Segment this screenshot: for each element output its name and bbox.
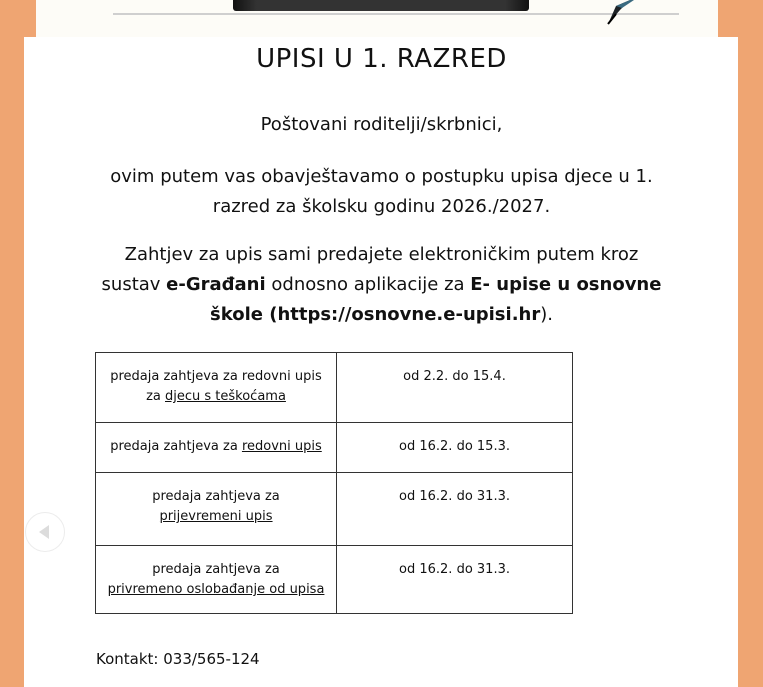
divider xyxy=(113,13,679,15)
apply-line-1: Zahtjev za upis sami predajete elektroničkim putem kroz xyxy=(124,244,639,265)
intro-line-1: ovim putem vas obavještavamo o postupku upisa djece u 1. xyxy=(110,166,653,187)
table-row xyxy=(96,423,573,473)
text: sustav xyxy=(101,274,167,295)
label-underlined: privremeno oslobađanje od upisa xyxy=(107,582,325,597)
chevron-left-icon xyxy=(39,525,49,539)
label-underlined: redovni upis xyxy=(241,439,322,454)
label-text: predaja zahtjeva za xyxy=(152,489,280,504)
intro-line-2: razred za školsku godinu 2026./2027. xyxy=(212,196,551,217)
contact-phone: Kontakt: 033/565-124 xyxy=(96,650,260,668)
deadline-label xyxy=(96,353,337,423)
label-text: predaja zahtjeva za xyxy=(152,562,280,577)
apply-line-2 xyxy=(0,270,763,300)
deadline-label xyxy=(96,546,337,614)
deadline-label xyxy=(96,423,337,473)
pen-icon xyxy=(604,0,640,26)
text: odnosno aplikacije za xyxy=(265,274,471,295)
label-text: za xyxy=(146,389,165,404)
intro-paragraph xyxy=(0,162,763,222)
table-row xyxy=(96,353,573,423)
deadline-dates: od 16.2. do 31.3. xyxy=(337,473,573,546)
page-title: UPISI U 1. RAZRED xyxy=(256,44,507,74)
previous-slide-button[interactable] xyxy=(25,512,65,552)
label-underlined: prijevremeni upis xyxy=(159,509,273,524)
label-text: predaja zahtjeva za redovni upis xyxy=(110,369,322,384)
deadline-dates: od 16.2. do 15.3. xyxy=(337,423,573,473)
application-paragraph xyxy=(0,240,763,330)
greeting: Poštovani roditelji/skrbnici, xyxy=(260,114,503,135)
e-gradani-name: e-Građani xyxy=(166,274,266,295)
table-row xyxy=(96,473,573,546)
label-underlined: djecu s teškoćama xyxy=(165,389,286,404)
label-line-2 xyxy=(102,387,330,407)
text: ). xyxy=(540,304,553,325)
e-upisi-url[interactable]: škole (https://osnovne.e-upisi.hr xyxy=(210,304,541,325)
apply-line-3 xyxy=(0,300,763,330)
enrollment-schedule-table xyxy=(95,352,573,614)
e-upisi-name: E- upise u osnovne xyxy=(470,274,662,295)
deadline-dates: od 2.2. do 15.4. xyxy=(337,353,573,423)
image-bottom-edge xyxy=(233,0,529,11)
deadline-label xyxy=(96,473,337,546)
deadline-dates: od 16.2. do 31.3. xyxy=(337,546,573,614)
table-row xyxy=(96,546,573,614)
label-text: predaja zahtjeva za xyxy=(110,439,242,454)
